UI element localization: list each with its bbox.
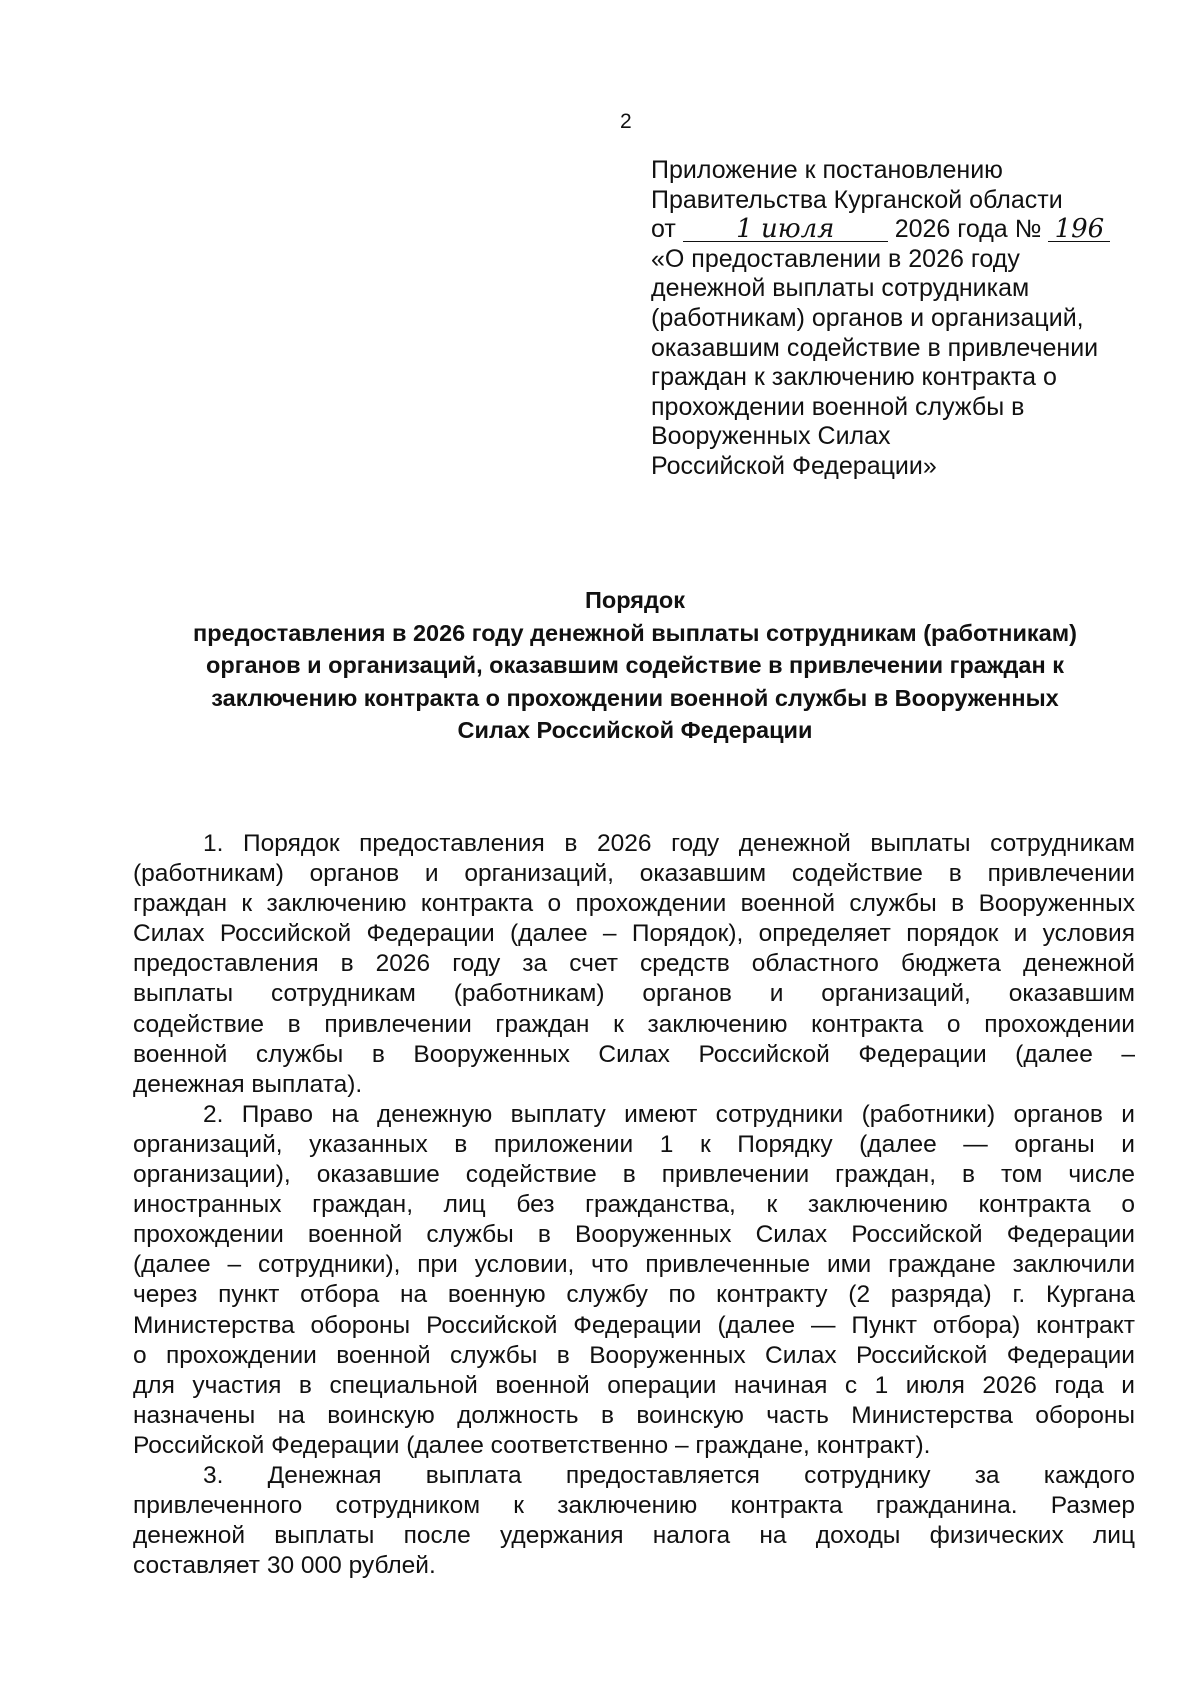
appendix-block [651, 156, 1171, 482]
handwritten-date-text: 1 июля [736, 214, 835, 245]
paragraph-line: 3. Денежная выплата предоставляется сотруднику за каждого [203, 1461, 1135, 1489]
paragraph-2 [133, 1100, 1135, 1461]
document-title-line: органов и организаций, оказавшим содействие в привлечении граждан к [206, 652, 1064, 678]
paragraph-line: 2. Право на денежную выплату имеют сотрудники (работники) органов и [203, 1100, 1135, 1128]
appendix-title-line: Вооруженных Силах [651, 422, 891, 451]
appendix-title-line: граждан к заключению контракта о [651, 363, 1057, 392]
paragraph-line: организаций, указанных в приложении 1 к Порядку (далее — органы и [133, 1130, 1135, 1158]
document-title [120, 584, 1150, 747]
appendix-line: Приложение к постановлению [651, 156, 1003, 184]
paragraph-line: через пункт отбора на военную службу по контракту (2 разряда) г. Кургана [133, 1281, 1135, 1309]
date-prefix: от [651, 215, 676, 244]
paragraph-line: предоставления в 2026 году за счет средств областного бюджета денежной [133, 950, 1135, 978]
paragraph-line: Министерства обороны Российской Федерации (далее — Пункт отбора) контракт [133, 1311, 1135, 1339]
appendix-title-line: прохождении военной службы в [651, 392, 1025, 421]
paragraph-line: (работникам) органов и организаций, оказавшим содействие в привлечении [133, 860, 1135, 888]
handwritten-date [683, 214, 888, 245]
paragraph-line: военной службы в Вооруженных Силах Российской Федерации (далее – [133, 1040, 1135, 1068]
paragraph-line: о прохождении военной службы в Вооруженных Силах Российской Федерации [133, 1341, 1135, 1369]
paragraph-line: Российской Федерации (далее соответственно – граждане, контракт). [133, 1431, 931, 1459]
paragraph-line: иностранных граждан, лиц без гражданства, к заключению контракта о [133, 1191, 1135, 1219]
paragraph-line: организации), оказавшие содействие в привлечении граждан, в том числе [133, 1161, 1135, 1189]
paragraph-line: привлеченного сотрудником к заключению контракта гражданина. Размер [133, 1492, 1135, 1520]
paragraph-line: для участия в специальной военной операции начиная с 1 июля 2026 года и [133, 1371, 1135, 1399]
handwritten-number-text: 196 [1054, 214, 1105, 245]
appendix-title-line: оказавшим содействие в привлечении [651, 333, 1099, 362]
paragraph-line: Силах Российской Федерации (далее – Порядок), определяет порядок и условия [133, 920, 1135, 948]
paragraph-line: выплаты сотрудникам (работникам) органов и организаций, оказавшим [133, 980, 1135, 1008]
document-title-line: Силах Российской Федерации [457, 717, 813, 743]
paragraph-line: денежной выплаты после удержания налога на доходы физических лиц [133, 1522, 1135, 1550]
paragraph-line: денежная выплата). [133, 1070, 363, 1098]
appendix-title-line: Российской Федерации» [651, 451, 937, 480]
handwritten-number [1048, 214, 1110, 245]
paragraph-1 [133, 829, 1135, 1100]
paragraph-line: 1. Порядок предоставления в 2026 году денежной выплаты сотрудникам [203, 830, 1135, 857]
document-title-line: Порядок [584, 587, 686, 613]
paragraph-3 [133, 1461, 1135, 1581]
paragraph-line: составляет 30 000 рублей. [133, 1552, 436, 1580]
appendix-line: Правительства Курганской области [651, 185, 1063, 214]
paragraph-line: содействие в привлечении граждан к заключению контракта о прохождении [133, 1010, 1135, 1038]
document-title-line: предоставления в 2026 году денежной выплаты сотрудникам (работникам) [193, 619, 1077, 646]
page-number: 2 [620, 110, 632, 133]
appendix-title-line: «О предоставлении в 2026 году [651, 244, 1020, 273]
appendix-title-line: (работникам) органов и организаций, [651, 303, 1084, 332]
paragraph-line: граждан к заключению контракта о прохождении военной службы в Вооруженных [133, 890, 1135, 918]
paragraph-line: прохождении военной службы в Вооруженных Силах Российской Федерации [133, 1221, 1135, 1249]
appendix-title-line: денежной выплаты сотрудникам [651, 274, 1030, 303]
appendix-date-line [651, 215, 1171, 245]
document-body [133, 829, 1135, 1581]
paragraph-line: назначены на воинскую должность в воинскую часть Министерства обороны [133, 1401, 1135, 1429]
paragraph-line: (далее – сотрудники), при условии, что привлеченные ими граждане заключили [133, 1251, 1135, 1279]
year-text: 2026 года № [894, 215, 1042, 244]
document-title-line: заключению контракта о прохождении военной службы в Вооруженных [211, 684, 1059, 711]
